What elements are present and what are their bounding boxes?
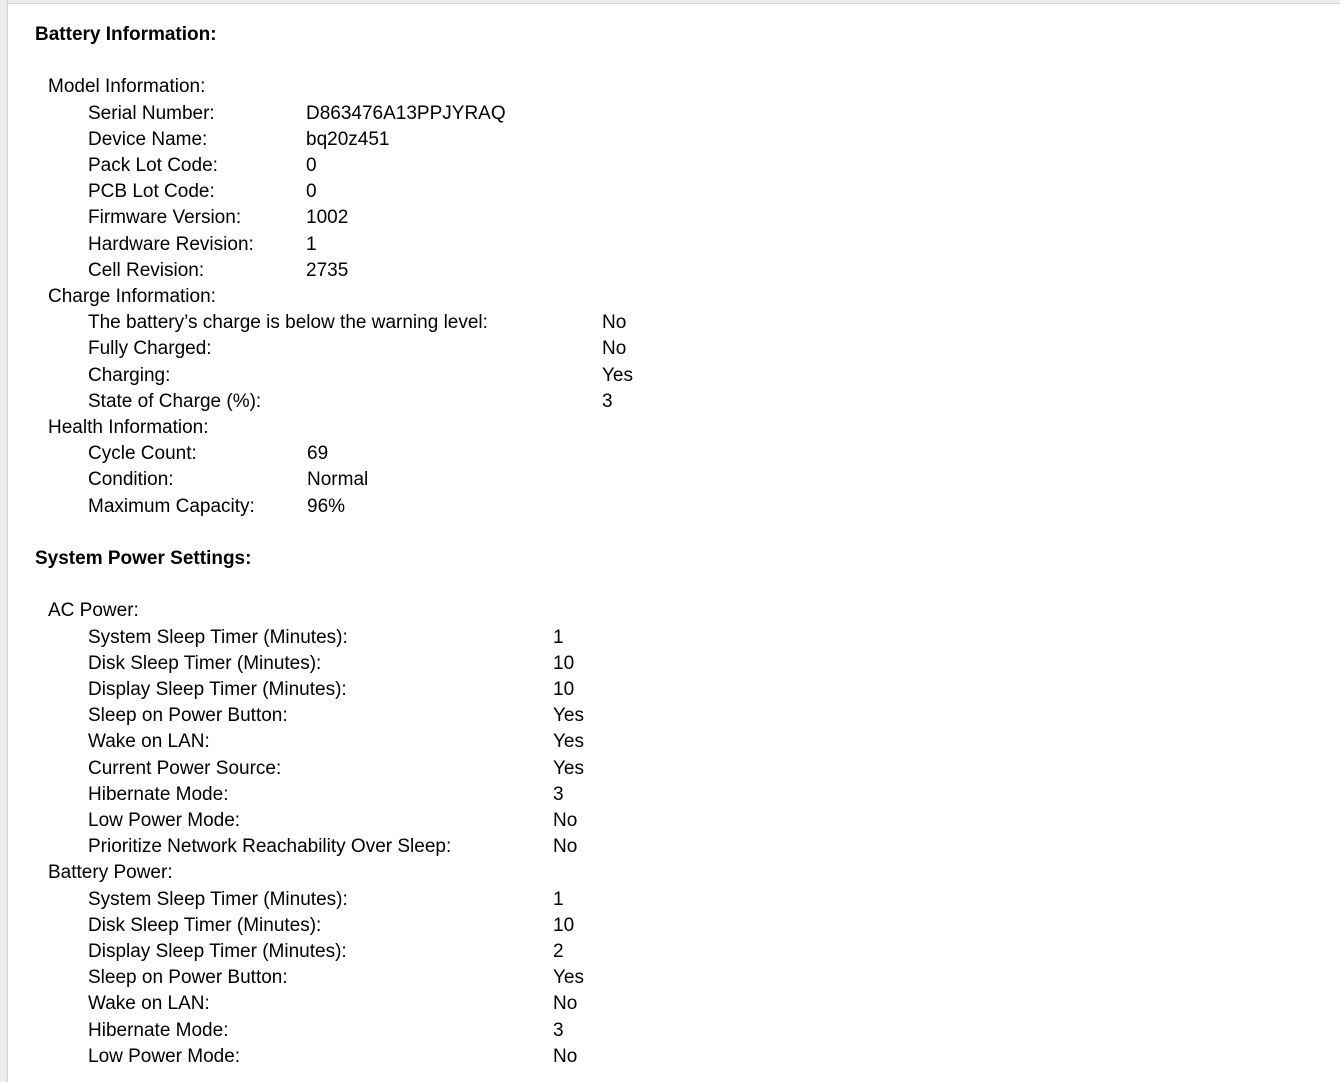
row-label: Low Power Mode: — [88, 1045, 241, 1067]
row-value: Normal — [307, 469, 369, 491]
info-row-display-sleep-timer-minutes — [88, 939, 1340, 965]
row-label: Sleep on Power Button: — [88, 705, 288, 727]
info-row-pcb-lot-code — [88, 179, 1340, 205]
row-label: Hardware Revision: — [88, 233, 254, 255]
info-row-maximum-capacity — [88, 494, 1340, 520]
info-row-the-battery-s-charge-is-below-the-warning-level — [88, 310, 1340, 336]
row-value: Yes — [553, 731, 584, 753]
row-label: Display Sleep Timer (Minutes): — [88, 941, 347, 963]
info-row-hibernate-mode — [88, 782, 1340, 808]
row-label: Disk Sleep Timer (Minutes): — [88, 652, 322, 674]
row-value: No — [602, 338, 627, 360]
power-report-pane[interactable] — [8, 4, 1340, 1082]
row-value: Yes — [553, 757, 584, 779]
row-value: No — [553, 836, 578, 858]
info-row-cycle-count — [88, 441, 1340, 467]
info-row-display-sleep-timer-minutes — [88, 677, 1340, 703]
row-label: Low Power Mode: — [88, 810, 241, 832]
row-label: PCB Lot Code: — [88, 181, 215, 203]
row-value: 1 — [553, 888, 564, 910]
row-value: bq20z451 — [306, 128, 390, 150]
row-value: 3 — [553, 1019, 564, 1041]
row-value: No — [553, 1045, 578, 1067]
row-value: 10 — [553, 652, 575, 674]
row-label: Cell Revision: — [88, 259, 205, 281]
info-row-wake-on-lan — [88, 991, 1340, 1017]
info-row-system-sleep-timer-minutes — [88, 625, 1340, 651]
row-label: Condition: — [88, 469, 174, 491]
info-row-condition — [88, 467, 1340, 493]
subsection-title-health-information: Health Information: — [48, 417, 209, 439]
row-label: Disk Sleep Timer (Minutes): — [88, 914, 322, 936]
row-label: Hibernate Mode: — [88, 783, 229, 805]
row-label: Fully Charged: — [88, 338, 212, 360]
info-row-sleep-on-power-button — [88, 965, 1340, 991]
row-value: No — [553, 993, 578, 1015]
row-label: Display Sleep Timer (Minutes): — [88, 679, 347, 701]
info-row-charging — [88, 363, 1340, 389]
section-title-battery-information: Battery Information: — [35, 24, 217, 45]
window-edge-left — [0, 0, 8, 1082]
row-value: Yes — [553, 967, 584, 989]
info-row-current-power-source — [88, 756, 1340, 782]
row-label: Wake on LAN: — [88, 731, 210, 753]
row-value: 2 — [553, 941, 564, 963]
row-label: Prioritize Network Reachability Over Sleep: — [88, 836, 452, 858]
subsection-charge-information — [8, 284, 1340, 415]
row-value: D863476A13PPJYRAQ — [306, 102, 506, 124]
row-value: 1002 — [306, 207, 349, 229]
info-row-prioritize-network-reachability-over-sleep — [88, 834, 1340, 860]
info-row-serial-number — [88, 101, 1340, 127]
info-row-pack-lot-code — [88, 153, 1340, 179]
row-value: 3 — [553, 783, 564, 805]
info-row-device-name — [88, 127, 1340, 153]
row-label: Device Name: — [88, 128, 208, 150]
subsection-title-charge-information: Charge Information: — [48, 286, 216, 308]
row-value: No — [553, 810, 578, 832]
info-row-state-of-charge — [88, 389, 1340, 415]
row-label: System Sleep Timer (Minutes): — [88, 888, 348, 910]
row-value: Yes — [553, 705, 584, 727]
section-system-power-settings — [8, 546, 1340, 1070]
row-value: 10 — [553, 679, 575, 701]
row-label: Hibernate Mode: — [88, 1019, 229, 1041]
info-row-cell-revision — [88, 258, 1340, 284]
window-edge-top — [0, 0, 1340, 4]
row-label: System Sleep Timer (Minutes): — [88, 626, 348, 648]
row-value: 96% — [307, 495, 346, 517]
info-row-system-sleep-timer-minutes — [88, 887, 1340, 913]
info-row-disk-sleep-timer-minutes — [88, 651, 1340, 677]
row-label: Pack Lot Code: — [88, 155, 218, 176]
row-label: Cycle Count: — [88, 443, 197, 465]
info-row-fully-charged — [88, 336, 1340, 362]
row-value: 0 — [306, 181, 317, 203]
row-label: Wake on LAN: — [88, 993, 210, 1015]
row-value: 10 — [553, 914, 575, 936]
subsection-battery-power — [8, 860, 1340, 1070]
info-row-low-power-mode — [88, 1044, 1340, 1070]
subsection-title-model-information: Model Information: — [48, 76, 206, 98]
row-label: Charging: — [88, 364, 171, 386]
row-label: The battery’s charge is below the warning level: — [88, 312, 488, 334]
info-row-low-power-mode — [88, 808, 1340, 834]
section-battery-information — [8, 22, 1340, 520]
subsection-title-battery-power: Battery Power: — [48, 862, 173, 884]
row-value: 1 — [306, 233, 317, 255]
info-row-hibernate-mode — [88, 1018, 1340, 1044]
info-row-firmware-version — [88, 205, 1340, 231]
info-row-disk-sleep-timer-minutes — [88, 913, 1340, 939]
section-title-system-power-settings: System Power Settings: — [35, 548, 252, 570]
row-label: Maximum Capacity: — [88, 495, 255, 517]
row-value: 1 — [553, 626, 564, 648]
row-value: 0 — [306, 155, 317, 176]
row-value: 2735 — [306, 259, 349, 281]
info-row-wake-on-lan — [88, 729, 1340, 755]
row-label: State of Charge (%): — [88, 390, 262, 412]
info-row-sleep-on-power-button — [88, 703, 1340, 729]
subsection-health-information — [8, 415, 1340, 520]
subsection-ac-power — [8, 598, 1340, 860]
subsection-title-ac-power: AC Power: — [48, 600, 139, 622]
row-value: 3 — [602, 390, 613, 412]
row-value: Yes — [602, 364, 633, 386]
row-label: Firmware Version: — [88, 207, 242, 229]
info-row-hardware-revision — [88, 232, 1340, 258]
row-value: 69 — [307, 443, 329, 465]
row-value: No — [602, 312, 627, 334]
row-label: Current Power Source: — [88, 757, 282, 779]
row-label: Serial Number: — [88, 102, 215, 124]
subsection-model-information — [8, 74, 1340, 284]
row-label: Sleep on Power Button: — [88, 967, 288, 989]
